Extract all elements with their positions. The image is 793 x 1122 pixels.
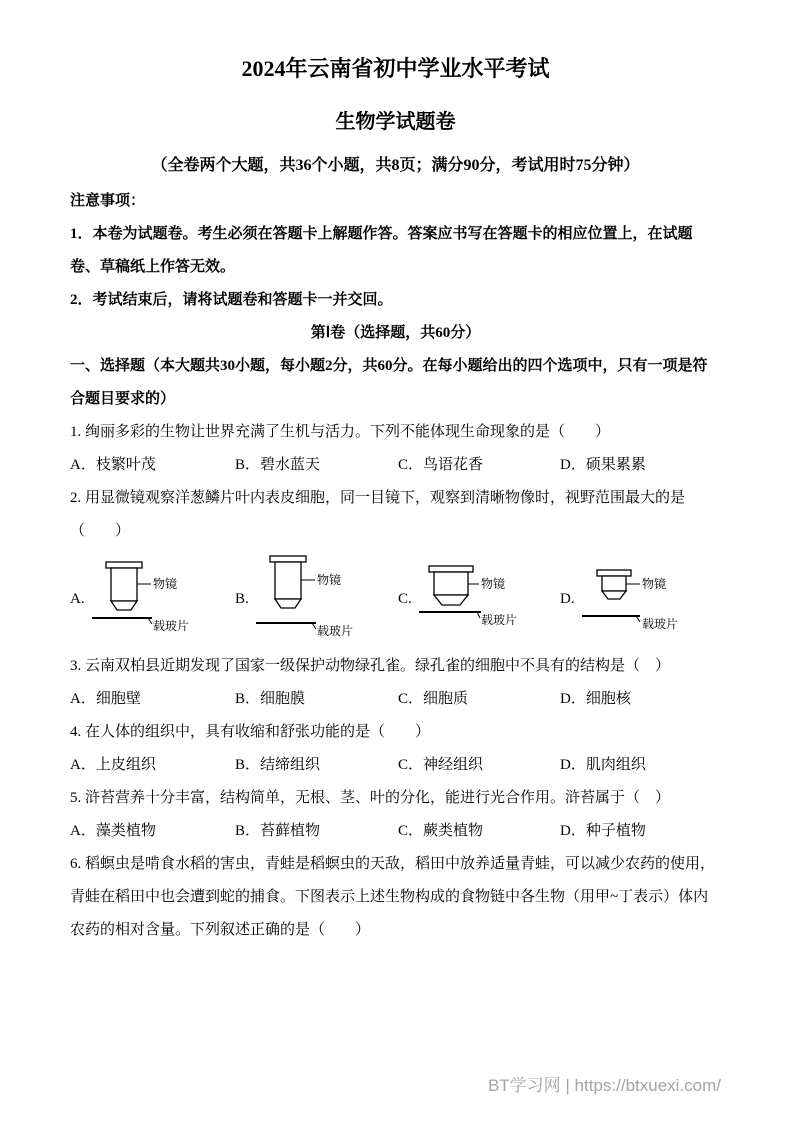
doc-title: 2024年云南省初中学业水平考试 [241, 56, 550, 81]
question-1-stem: 1. 绚丽多彩的生物让世界充满了生机与活力。下列不能体现生命现象的是（ ） [70, 423, 611, 440]
q5-option-a: A．藻类植物 [70, 822, 156, 839]
q2-option-d [560, 554, 721, 646]
q1-option-d: D．硕果累累 [560, 456, 646, 473]
question-5-stem: 5. 浒苔营养十分丰富，结构简单，无根、茎、叶的分化，能进行光合作用。浒苔属于（ ） [70, 789, 671, 806]
q1-option-c: C．鸟语花香 [398, 456, 484, 473]
q2-option-c-letter: C. [398, 591, 412, 608]
objective-label: 物镜 [152, 576, 177, 591]
q2-option-b [235, 554, 398, 646]
doc-subtitle: 生物学试题卷 [335, 110, 456, 133]
q5-option-d: D．种子植物 [560, 822, 646, 839]
q3-option-c: C．细胞质 [398, 690, 469, 707]
doc-meta-line: （全卷两个大题，共36个小题，共8页；满分90分，考试用时75分钟） [151, 156, 640, 174]
question-2-diagrams [70, 554, 721, 646]
question-4-stem: 4. 在人体的组织中，具有收缩和舒张功能的是（ ） [70, 723, 431, 740]
slide-label: 载玻片 [641, 616, 678, 631]
q2-option-d-letter: D. [560, 591, 575, 608]
slide-label: 载玻片 [480, 612, 517, 627]
q1-option-a: A．枝繁叶茂 [70, 456, 156, 473]
q2-option-c [398, 554, 560, 646]
question-2-stem: 2. 用显微镜观察洋葱鳞片叶内表皮细胞，同一目镜下，观察到清晰物像时，视野范围最大的是（ ） [70, 489, 686, 539]
q2-option-a [70, 554, 235, 646]
objective-label: 物镜 [316, 572, 341, 587]
q1-option-b: B．碧水蓝天 [235, 456, 321, 473]
objective-label: 物镜 [480, 576, 505, 591]
part-1-header: 一、选择题（本大题共30小题，每小题2分，共60分。在每小题给出的四个选项中，只有一项是符合题目要求的） [70, 357, 708, 407]
notice-header: 注意事项： [70, 192, 146, 209]
question-5-options [70, 815, 721, 848]
q2-diagram-c-microscope-objective-icon [417, 554, 529, 646]
q4-option-b: B．结缔组织 [235, 756, 321, 773]
q5-option-b: B．苔藓植物 [235, 822, 321, 839]
q2-diagram-b-microscope-objective-icon [254, 554, 366, 646]
question-4-options [70, 749, 721, 782]
q3-option-d: D．细胞核 [560, 690, 631, 707]
question-1-options [70, 449, 721, 482]
notice-item-1: 1．本卷为试题卷。考生必须在答题卡上解题作答。答案应书写在答题卡的相应位置上，在试题卷、草稿纸上作答无效。 [70, 225, 693, 275]
slide-label: 载玻片 [152, 618, 189, 633]
notice-item-2: 2．考试结束后，请将试题卷和答题卡一并交回。 [70, 291, 393, 308]
q4-option-c: C．神经组织 [398, 756, 484, 773]
q2-diagram-a-microscope-objective-icon [90, 554, 202, 646]
q4-option-a: A．上皮组织 [70, 756, 156, 773]
q3-option-b: B．细胞膜 [235, 690, 306, 707]
objective-label: 物镜 [641, 576, 666, 591]
section-1-header: 第Ⅰ卷（选择题，共60分） [310, 324, 481, 341]
q2-option-a-letter: A. [70, 591, 85, 608]
q5-option-c: C．蕨类植物 [398, 822, 484, 839]
slide-label: 载玻片 [316, 623, 353, 638]
q3-option-a: A．细胞壁 [70, 690, 141, 707]
q4-option-d: D．肌肉组织 [560, 756, 646, 773]
question-6-stem: 6. 稻螟虫是啃食水稻的害虫，青蛙是稻螟虫的天敌，稻田中放养适量青蛙，可以减少农药的使用，青蛙在稻田中也会遭到蛇的捕食。下图表示上述生物构成的食物链中各生物（用甲~丁表示）体内农药的相对含量。下列叙述正确的是（ ） [70, 855, 716, 938]
q2-diagram-d-microscope-objective-icon [580, 554, 692, 646]
question-3-stem: 3. 云南双柏县近期发现了国家一级保护动物绿孔雀。绿孔雀的细胞中不具有的结构是（ ） [70, 657, 671, 674]
q2-option-b-letter: B. [235, 591, 249, 608]
site-footer-watermark: BT学习网 | https://btxuexi.com/ [487, 1076, 721, 1095]
question-3-options [70, 683, 721, 716]
